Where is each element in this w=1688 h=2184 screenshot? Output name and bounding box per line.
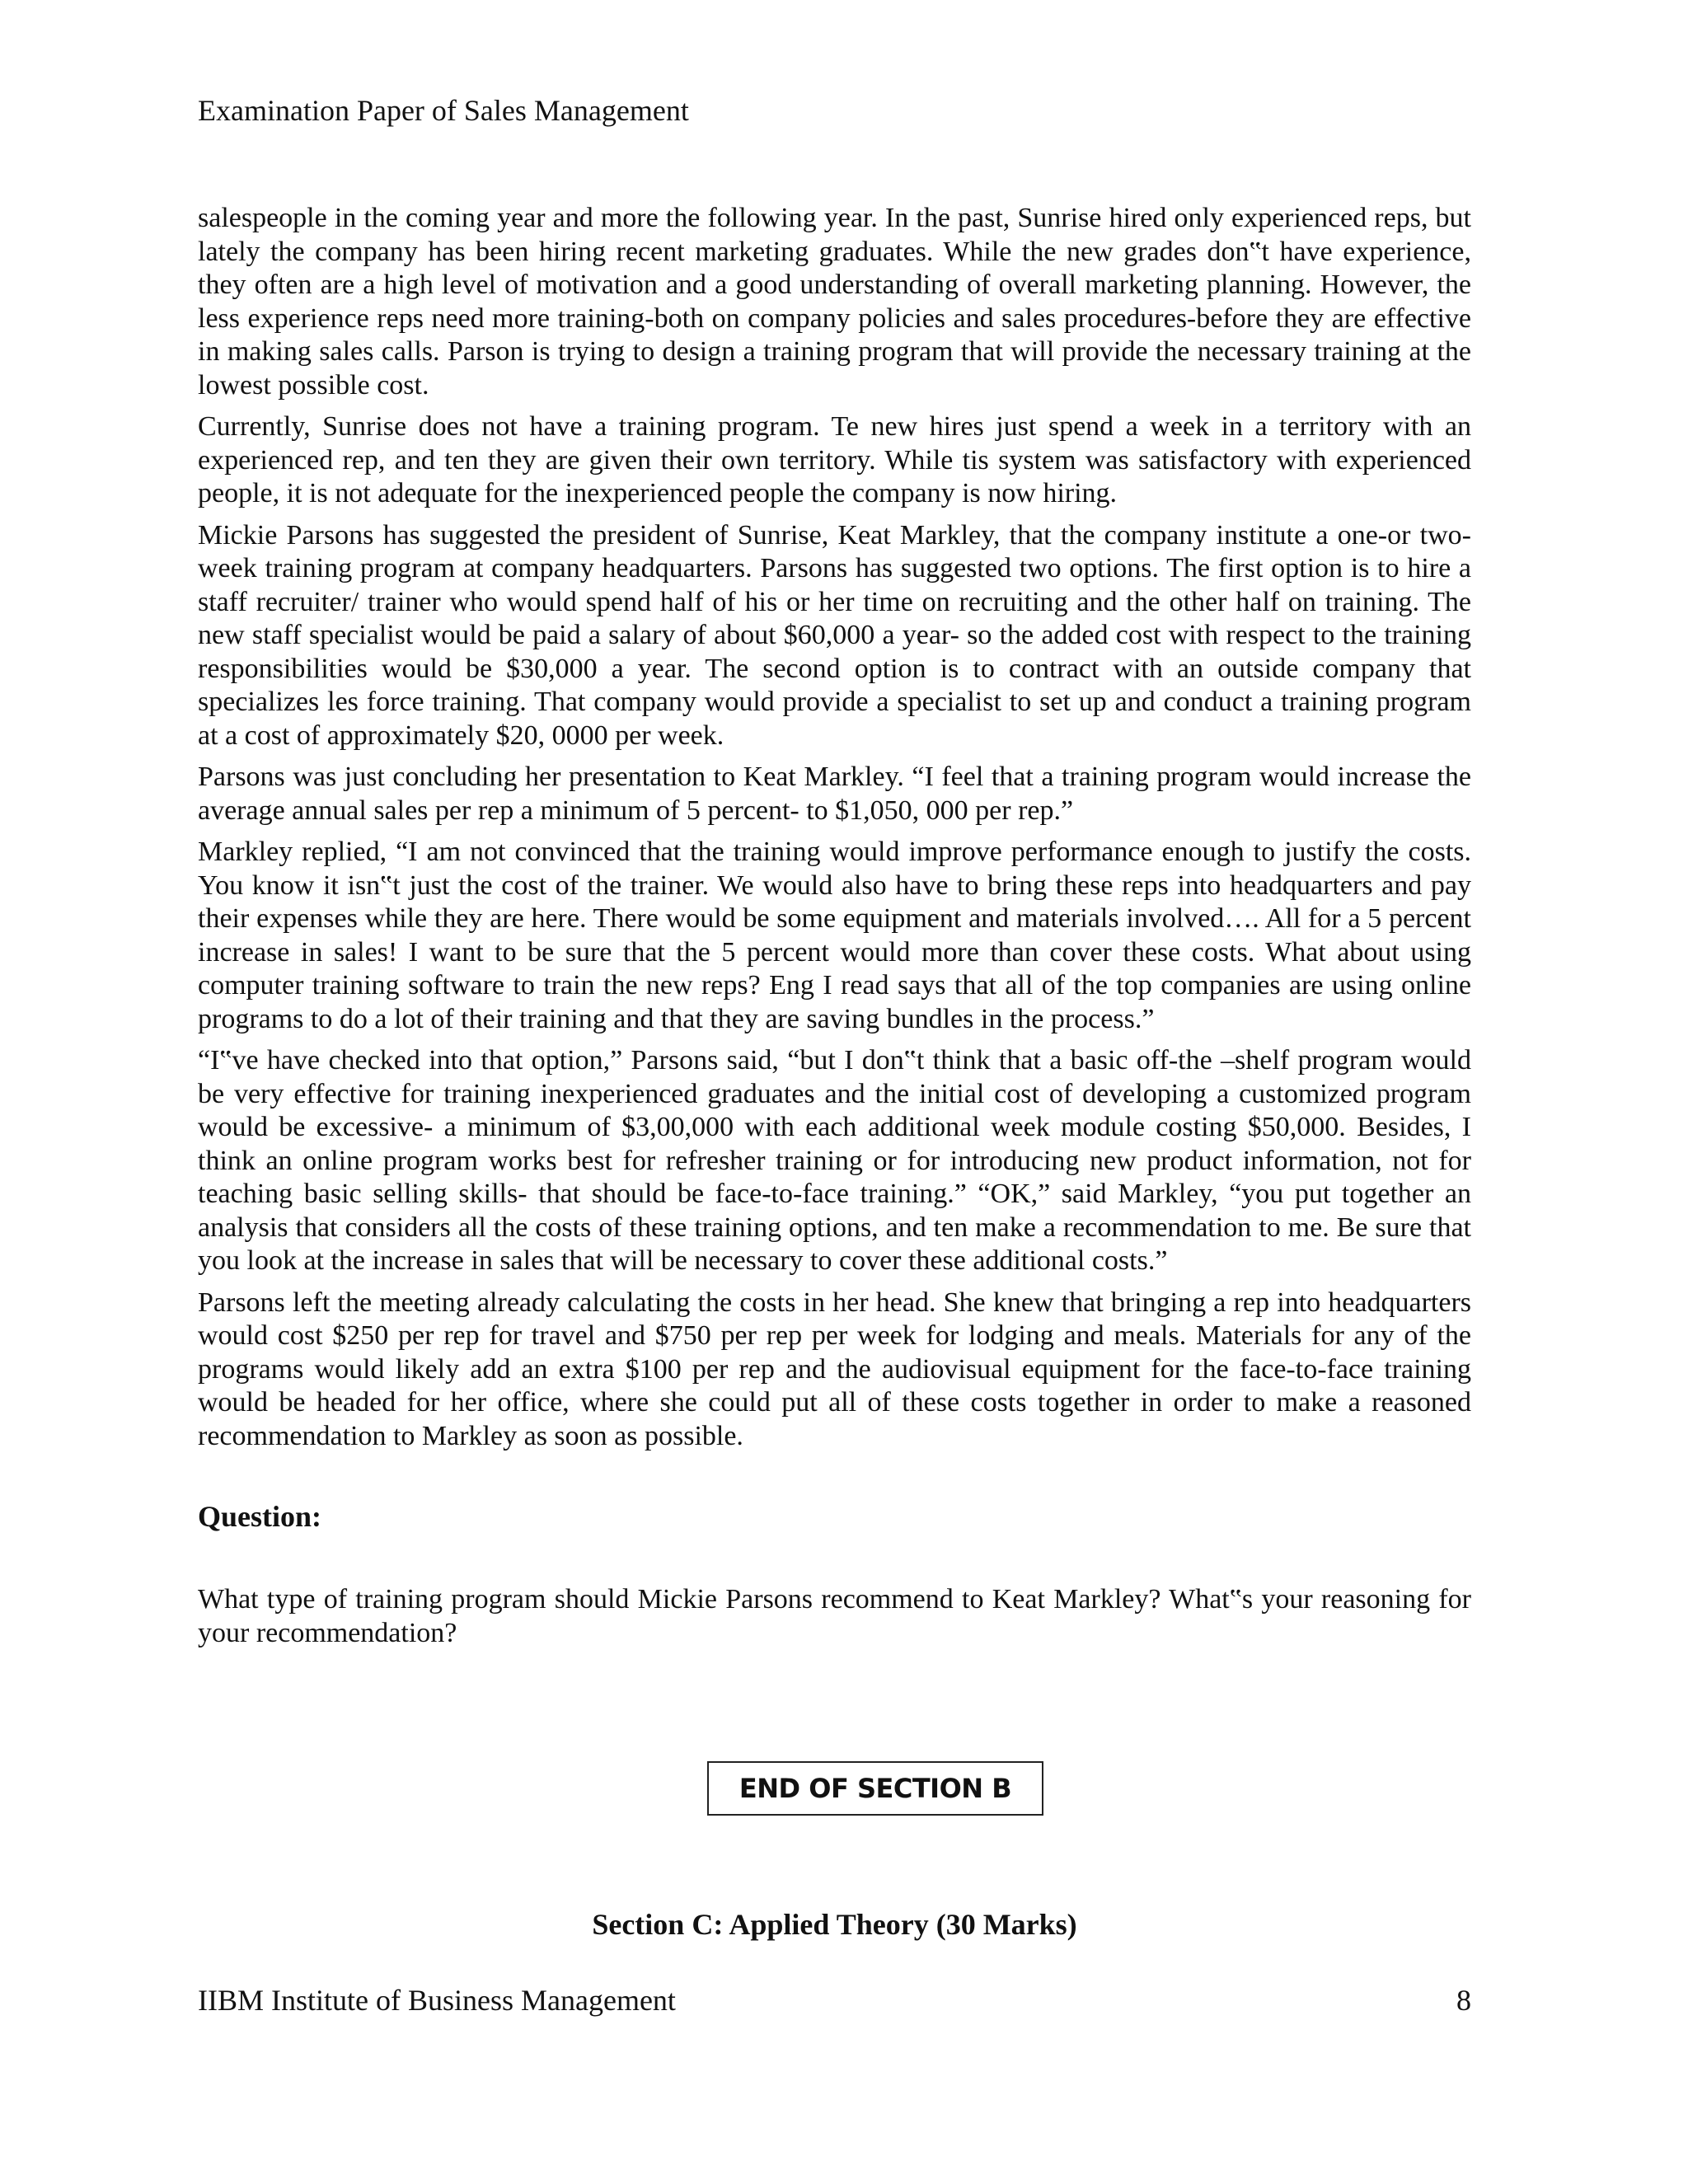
paragraph-6: “I‟ve have checked into that option,” Parsons said, “but I don‟t think that a basic off-the –shelf program would be very effective for training inexperienced graduates and the initial cost of developing a customized program would be excessive- a minimum of $3,00,000 with each additional week module costing $50,000. Besides, I think an online program works best for refresher training or for introducing new product information, not for teaching basic selling skills- that should be face-to-face training.” “OK,” said Markley, “you put together an analysis that considers all the costs of these training options, and ten make a recommendation to me. Be sure that you look at the increase in sales that will be necessary to cover these additional costs.” bbox=[198, 1045, 1471, 1276]
page-footer bbox=[198, 1982, 1471, 2018]
paragraph-4: Parsons was just concluding her presentation to Keat Markley. “I feel that a training program would increase the average annual sales per rep a minimum of 5 percent- to $1,050, 000 per rep.” bbox=[198, 762, 1471, 826]
end-of-section-box: END OF SECTION B bbox=[707, 1761, 1043, 1816]
page-header: Examination Paper of Sales Management bbox=[198, 94, 689, 127]
question-text: What type of training program should Mickie Parsons recommend to Keat Markley? What‟s your reasoning for your recommendation? bbox=[198, 1584, 1471, 1648]
case-study-body bbox=[198, 202, 1471, 1650]
question-label: Question: bbox=[198, 1500, 322, 1533]
paragraph-5: Markley replied, “I am not convinced that the training would improve performance enough to justify the costs. You know it isn‟t just the cost of the trainer. We would also have to bring these reps into headquarters and pay their expenses while they are here. There would be some equipment and materials involved…. All for a 5 percent increase in sales! I want to be sure that the 5 percent would more than cover these costs. What about using computer training software to train the new reps? Eng I read says that all of the top companies are using online programs to do a lot of their training and that they are saving bundles in the process.” bbox=[198, 837, 1471, 1034]
paragraph-1: salespeople in the coming year and more the following year. In the past, Sunrise hired only experienced reps, but lately the company has been hiring recent marketing graduates. While the new grades don‟t have experience, they often are a high level of motivation and a good understanding of overall marketing planning. However, the less experience reps need more training-both on company policies and sales procedures-before they are effective in making sales calls. Parson is trying to design a training program that will provide the necessary training at the lowest possible cost. bbox=[198, 203, 1471, 401]
page-number: 8 bbox=[1456, 1984, 1471, 2017]
section-title: Section C: Applied Theory (30 Marks) bbox=[592, 1908, 1077, 1941]
paragraph-2: Currently, Sunrise does not have a training program. Te new hires just spend a week in a territory with an experienced rep, and ten they are given their own territory. While tis system was satisfactory with experienced people, it is not adequate for the inexperienced people the company is now hiring. bbox=[198, 411, 1471, 509]
footer-institution: IIBM Institute of Business Management bbox=[198, 1984, 676, 2017]
paragraph-7: Parsons left the meeting already calculating the costs in her head. She knew that bringing a rep into headquarters would cost $250 per rep for travel and $750 per rep per week for lodging and meals. Materials for any of the programs would likely add an extra $100 per rep and the audiovisual equipment for the face-to-face training would be headed for her office, where she could put all of these costs together in order to make a reasoned recommendation to Markley as soon as possible. bbox=[198, 1286, 1471, 1451]
paragraph-3: Mickie Parsons has suggested the president of Sunrise, Keat Markley, that the company institute a one-or two-week training program at company headquarters. Parsons has suggested two options. The first option is to hire a staff recruiter/ trainer who would spend half of his or her time on recruiting and the other half on training. The new staff specialist would be paid a salary of about $60,000 a year- so the added cost with respect to the training responsibilities would be $30,000 a year. The second option is to contract with an outside company that specializes les force training. That company would provide a specialist to set up and conduct a training program at a cost of approximately $20, 0000 per week. bbox=[198, 519, 1471, 751]
